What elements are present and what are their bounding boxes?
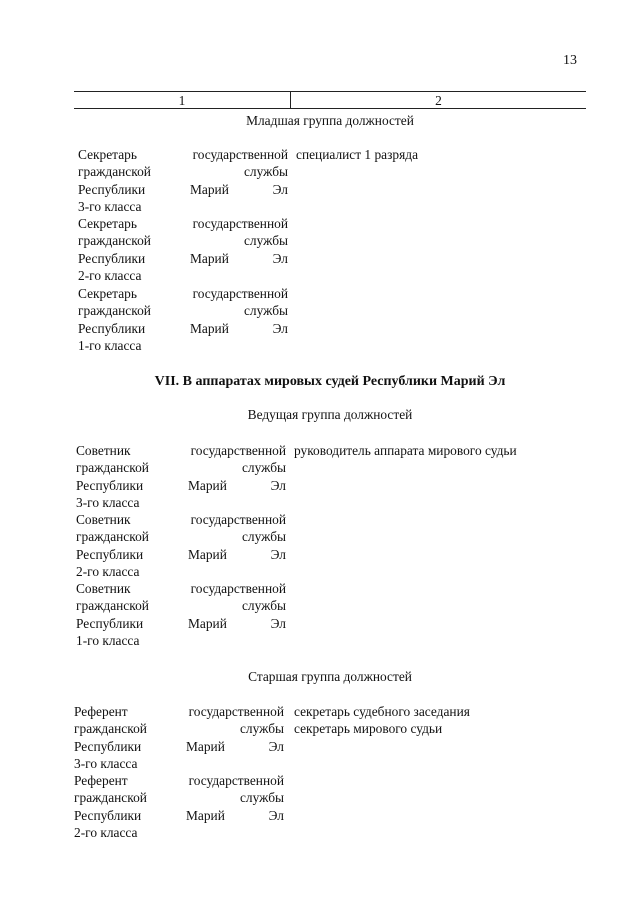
rank-entry [76, 580, 286, 649]
rank-word: Республики [76, 477, 144, 493]
rank-word: службы [243, 233, 288, 249]
rank-entry [76, 442, 286, 511]
table-header [74, 91, 586, 109]
rank-word: гражданской [74, 721, 147, 737]
rank-class: 3-го класса [76, 494, 140, 510]
rank-word: Эл [272, 181, 288, 197]
header-col-1: 1 [178, 93, 186, 108]
rank-class: 2-го класса [74, 824, 138, 840]
rank-class: 1-го класса [78, 337, 142, 353]
rank-word: службы [241, 460, 286, 476]
rank-word: государственной [190, 512, 286, 527]
rank-word: Марий [188, 477, 227, 493]
rank-class: 2-го класса [76, 563, 140, 579]
rank-word: Эл [270, 477, 286, 493]
rank-title: Секретарь [78, 216, 137, 231]
rank-word: государственной [192, 286, 288, 301]
rank-word: службы [239, 790, 284, 806]
section-title: VII. В аппаратах мировых судей Республики Марий Эл [154, 374, 506, 389]
rank-entry [74, 772, 284, 841]
rank-word: Эл [270, 615, 286, 631]
rank-word: государственной [188, 704, 284, 719]
rank-word: государственной [190, 581, 286, 596]
rank-class: 3-го класса [74, 755, 138, 771]
header-col-2: 2 [435, 93, 442, 108]
page-number: 13 [563, 53, 577, 68]
rank-entry [78, 146, 288, 215]
rank-word: гражданской [76, 598, 149, 614]
rank-word: Эл [268, 738, 284, 754]
rank-word: гражданской [78, 303, 151, 319]
rank-word: Эл [272, 320, 288, 336]
rank-word: Эл [270, 546, 286, 562]
rank-class: 1-го класса [76, 632, 140, 648]
group-title-leading: Ведущая группа должностей [247, 407, 413, 422]
rank-word: государственной [192, 216, 288, 231]
rank-word: государственной [192, 147, 288, 162]
rank-title: Советник [76, 581, 131, 596]
rank-word: службы [243, 164, 288, 180]
rank-word: Республики [74, 738, 142, 754]
group-title-senior: Старшая группа должностей [248, 669, 412, 684]
rank-word: Республики [76, 615, 144, 631]
rank-word: Марий [190, 181, 229, 197]
positions-leading [294, 442, 517, 459]
rank-word: Марий [190, 320, 229, 336]
rank-word: государственной [188, 773, 284, 788]
position-item: специалист 1 разряда [296, 147, 419, 162]
rank-class: 2-го класса [78, 267, 142, 283]
rank-class: 3-го класса [78, 198, 142, 214]
rank-word: службы [243, 303, 288, 319]
position-item: руководитель аппарата мирового судьи [294, 443, 517, 458]
rank-word: Эл [268, 807, 284, 823]
rank-word: Эл [272, 250, 288, 266]
rank-word: службы [241, 598, 286, 614]
position-item: секретарь судебного заседания [294, 704, 470, 719]
rank-word: Марий [188, 615, 227, 631]
header-bottom-rule [74, 108, 586, 109]
rank-title: Секретарь [78, 147, 137, 162]
rank-title: Советник [76, 512, 131, 527]
rank-word: гражданской [74, 790, 147, 806]
rank-word: Республики [74, 807, 142, 823]
rank-word: Марий [186, 738, 225, 754]
rank-word: гражданской [78, 164, 151, 180]
rank-word: Марий [190, 250, 229, 266]
rank-entry [78, 285, 288, 354]
rank-title: Советник [76, 443, 131, 458]
rank-title: Референт [74, 773, 128, 788]
rank-word: Республики [78, 320, 146, 336]
rank-word: гражданской [76, 460, 149, 476]
rank-word: гражданской [76, 529, 149, 545]
positions-senior [294, 703, 470, 738]
rank-word: Республики [78, 250, 146, 266]
rank-word: Республики [78, 181, 146, 197]
rank-title: Секретарь [78, 286, 137, 301]
rank-entry [78, 215, 288, 284]
position-item: секретарь мирового судьи [294, 721, 443, 737]
rank-word: государственной [190, 443, 286, 458]
rank-word: Республики [76, 546, 144, 562]
rank-word: Марий [186, 807, 225, 823]
rank-word: службы [239, 721, 284, 737]
rank-title: Референт [74, 704, 128, 719]
rank-entry [74, 703, 284, 772]
positions-junior [296, 146, 418, 163]
group-title-junior: Младшая группа должностей [246, 113, 414, 128]
rank-entry [76, 511, 286, 580]
rank-word: службы [241, 529, 286, 545]
rank-word: гражданской [78, 233, 151, 249]
rank-word: Марий [188, 546, 227, 562]
